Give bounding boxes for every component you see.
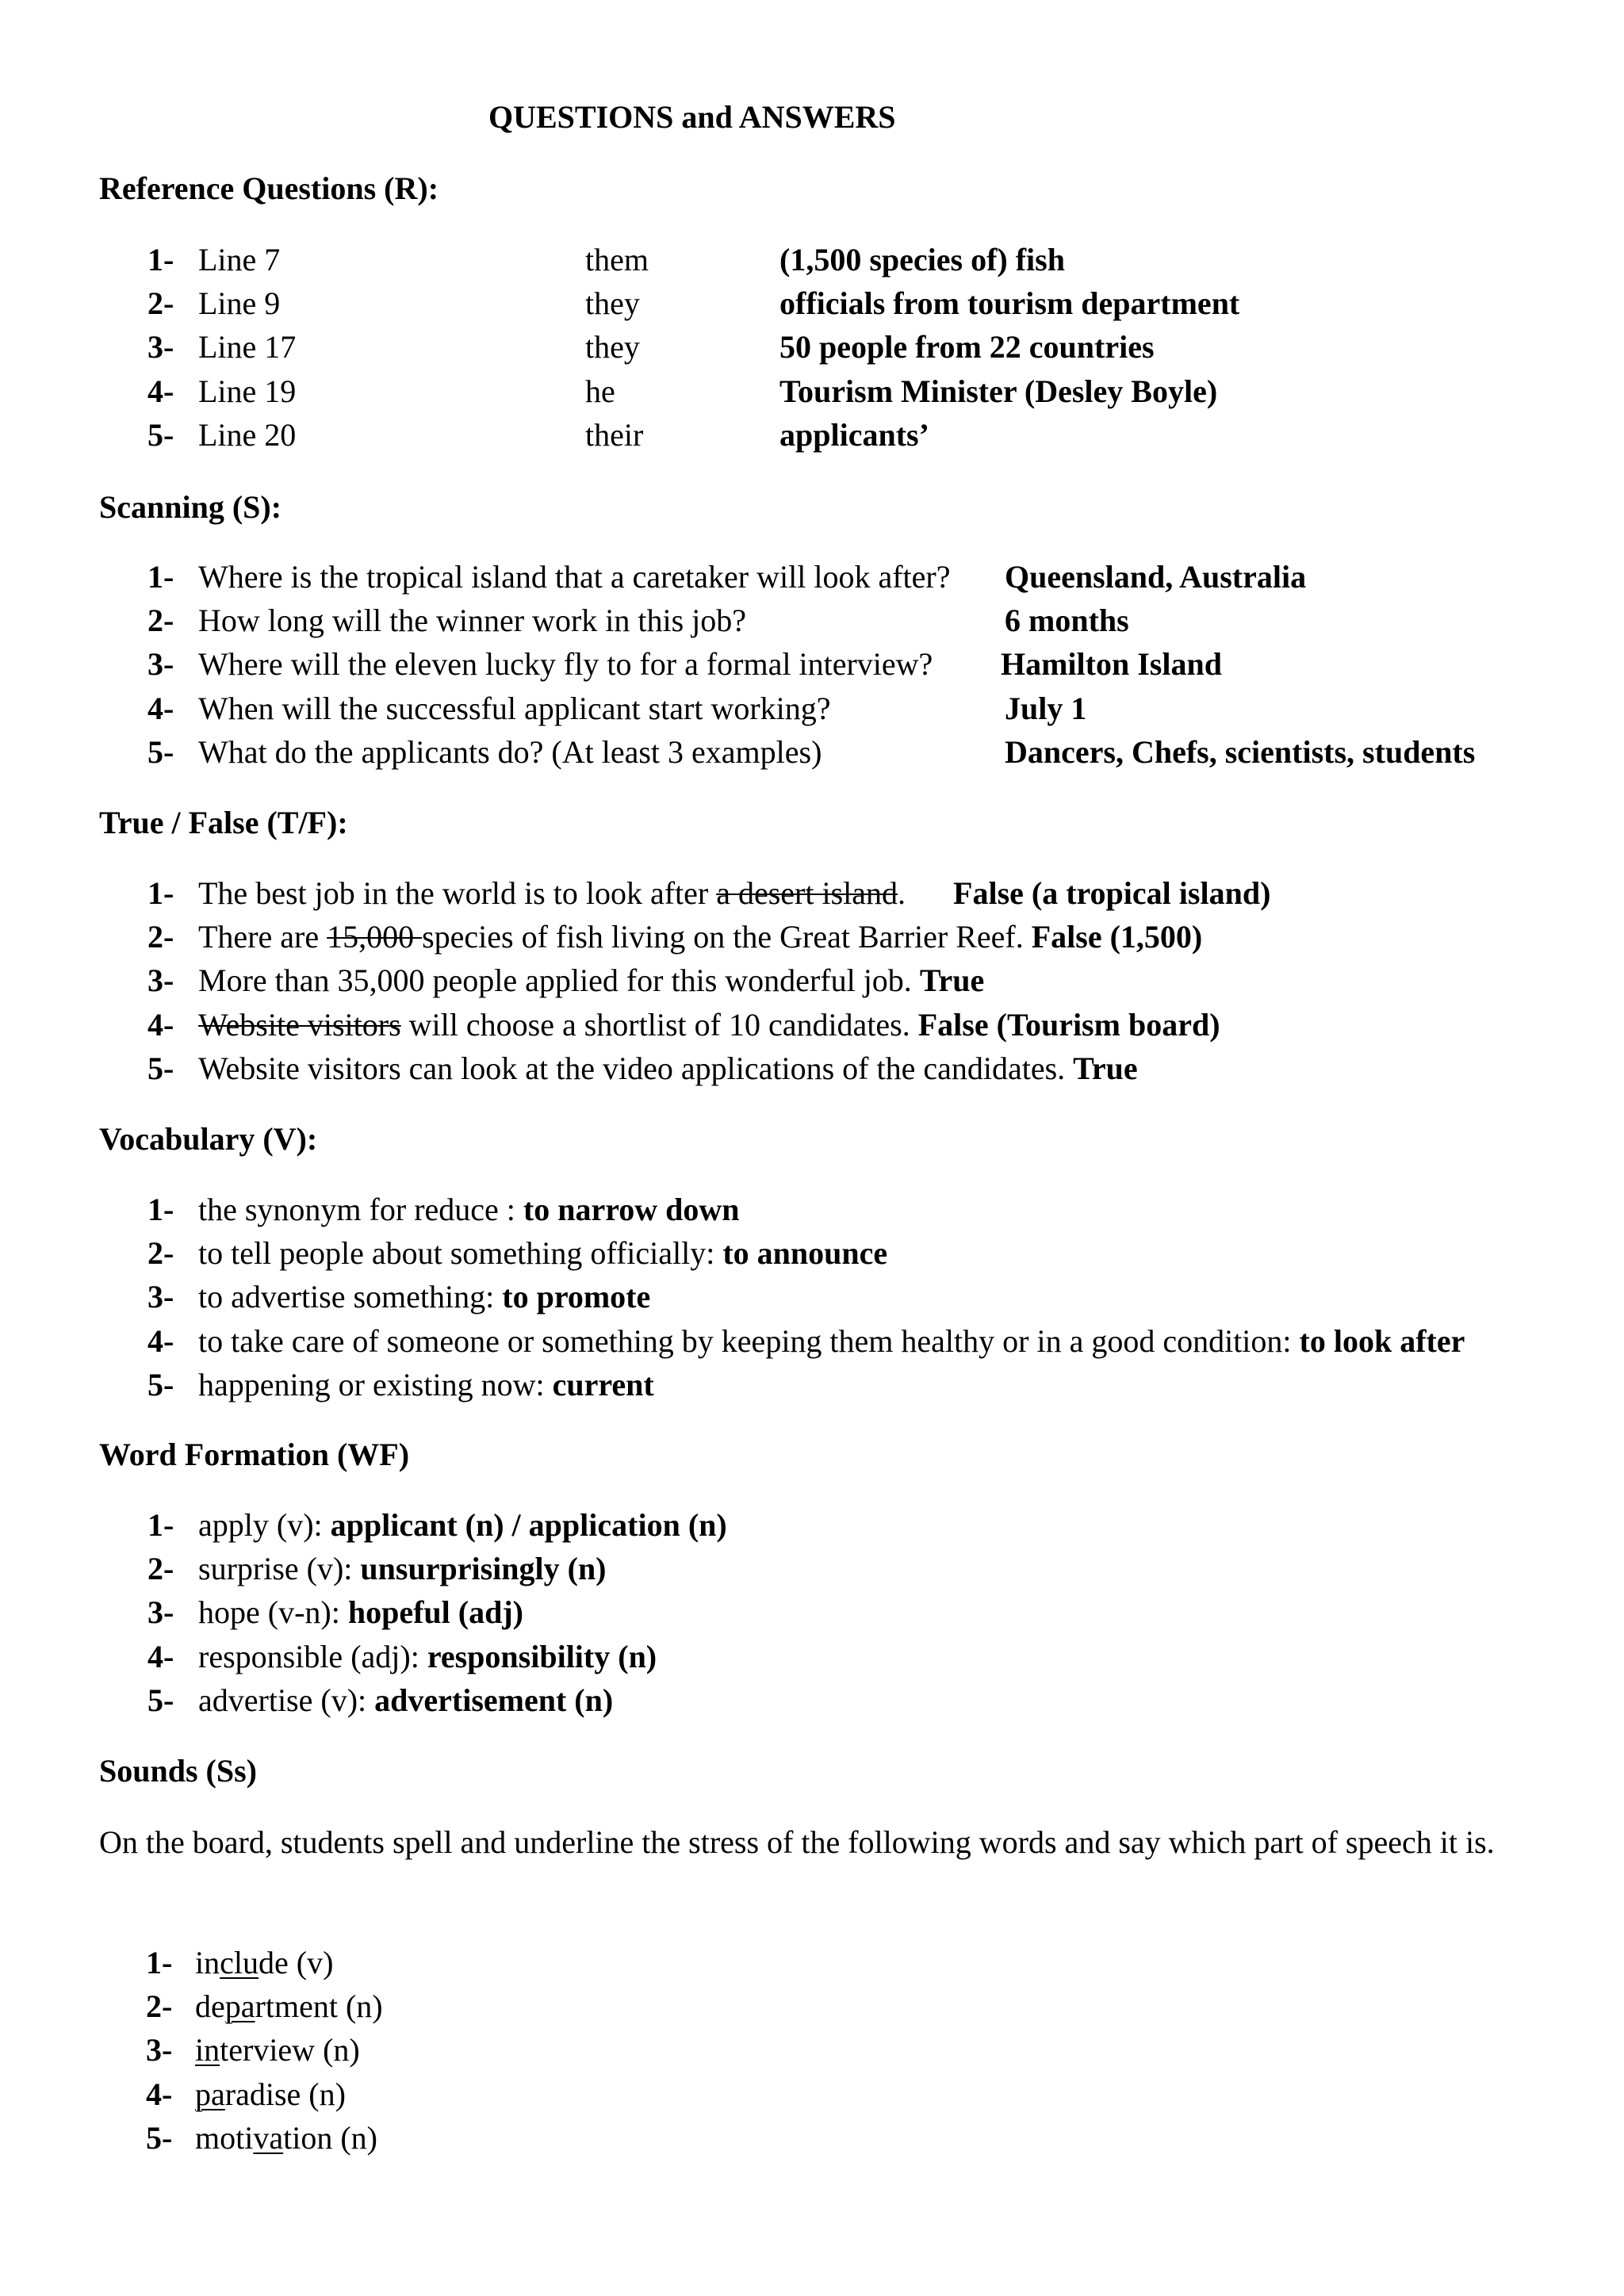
stressed-syllable: pa [224,1988,255,2025]
statement-part: More than 35,000 people applied for this wonderful job. [198,962,920,999]
answer-text: to promote [502,1279,651,1315]
base-word: hope (v-n): [198,1594,348,1631]
page-title: QUESTIONS and ANSWERS [488,99,896,135]
question-text: How long will the winner work in this job? [198,603,747,639]
answer-text: Hamilton Island [1001,646,1222,683]
word-text [195,2076,346,2112]
answer-text: 50 people from 22 countries [779,329,1155,365]
word-part: tion (n) [283,2119,377,2156]
item-number: 3- [147,1594,174,1631]
item-number: 2- [147,1235,174,1272]
base-word: advertise (v): [198,1682,375,1718]
stressed-syllable: clu [220,1945,259,1980]
answer-text: advertisement (n) [374,1682,614,1718]
statement-part: . [898,875,906,911]
item-number: 5- [147,1050,174,1086]
answer-text: to look after [1299,1322,1465,1359]
item-number: 4- [146,2076,173,2112]
answer-text: officials from tourism department [779,285,1240,322]
definition-text [198,1366,654,1402]
word-part: radise (n) [224,2076,346,2112]
answer-text: True [1073,1050,1138,1086]
item-number: 2- [146,1988,173,2025]
item-number: 1- [147,1507,174,1543]
referent-word: they [585,329,640,365]
question-text: What do the applicants do? (At least 3 examples) [198,733,822,770]
statement-text [198,962,985,999]
definition-part: to take care of someone or something by keeping them healthy or in a good condition: [198,1322,1300,1359]
statement-part: Website visitors can look at the video applications of the candidates. [198,1050,1074,1086]
answer-text: hopeful (adj) [347,1594,523,1631]
line-reference: Line 17 [198,329,297,365]
section-heading-scanning: Scanning (S): [99,489,282,525]
struck-text: a desert island [716,875,898,911]
item-number: 1- [147,875,174,911]
item-number: 4- [147,373,174,409]
statement-text [198,875,1271,911]
word-pair [198,1553,607,1585]
line-reference: Line 19 [198,373,297,409]
answer-text: True [919,962,985,999]
stressed-syllable: va [253,2119,284,2156]
answer-text: False (Tourism board) [917,1006,1220,1043]
answer-text: Dancers, Chefs, scientists, students [1005,733,1476,770]
section-heading-sounds: Sounds (Ss) [99,1753,258,1789]
line-reference: Line 9 [198,285,281,322]
stressed-syllable: pa [195,2076,225,2112]
referent-word: they [585,285,640,322]
answer-text: 6 months [1005,603,1129,639]
answer-text: to announce [722,1235,888,1272]
answer-text: responsibility (n) [427,1638,657,1674]
answer-text: False (a tropical island) [953,875,1271,911]
definition-text [198,1281,650,1313]
item-number: 1- [146,1945,173,1980]
word-text [195,2119,377,2156]
word-part: de (v) [259,1945,334,1980]
spacer [906,875,953,911]
word-text [195,1947,333,1979]
definition-part: happening or existing now: [198,1366,553,1402]
item-number: 2- [147,1551,174,1587]
item-number: 2- [147,919,174,955]
item-number: 2- [147,285,174,322]
answer-text: Queensland, Australia [1005,559,1307,595]
item-number: 3- [147,646,174,683]
word-pair [198,1638,657,1674]
statement-part: The best job in the world is to look after [198,875,717,911]
line-reference: Line 20 [198,416,297,453]
line-reference: Line 7 [198,242,281,277]
word-pair [198,1507,727,1543]
item-number: 5- [146,2119,173,2156]
word-text [195,1988,383,2025]
section-heading-reference: Reference Questions (R): [99,170,439,206]
definition-text [198,1322,1465,1359]
item-number: 3- [146,2032,173,2068]
statement-part: will choose a shortlist of 10 candidates. [400,1006,918,1043]
item-number: 2- [147,603,174,639]
item-number: 5- [147,733,174,770]
statement-text [198,1050,1138,1086]
referent-word: he [585,373,615,409]
item-number: 1- [147,242,174,277]
item-number: 5- [147,1682,174,1718]
item-number: 1- [147,1192,174,1227]
item-number: 4- [147,1322,174,1359]
struck-text: Website visitors [198,1006,401,1043]
answer-text: to narrow down [523,1192,740,1227]
item-number: 3- [147,962,174,999]
answer-text: unsurprisingly (n) [360,1551,607,1587]
definition-text [198,1194,740,1226]
item-number: 4- [147,1006,174,1043]
base-word: apply (v): [198,1507,331,1543]
word-text [195,2034,360,2066]
struck-text: 15,000 [327,919,423,955]
word-part: moti [195,2119,254,2156]
base-word: surprise (v): [198,1551,361,1587]
definition-part: to advertise something: [198,1279,503,1315]
answer-text: current [552,1366,654,1402]
word-pair [198,1594,523,1631]
question-text: Where will the eleven lucky fly to for a formal interview? [198,646,933,683]
answer-text: applicant (n) / application (n) [330,1507,727,1543]
section-heading-vocabulary: Vocabulary (V): [99,1121,318,1157]
word-part: de [195,1988,225,2025]
word-pair [198,1682,614,1718]
question-text: Where is the tropical island that a caretaker will look after? [198,559,951,595]
statement-part: There are [198,919,327,955]
item-number: 5- [147,1366,174,1402]
statement-text [198,1006,1220,1043]
section-heading-truefalse: True / False (T/F): [99,805,348,840]
item-number: 4- [147,1638,174,1674]
word-part: rtment (n) [255,1988,383,2025]
answer-text: (1,500 species of) fish [779,242,1065,277]
referent-word: their [585,416,644,453]
statement-part: species of fish living on the Great Barrier Reef. [422,919,1032,955]
answer-text: applicants’ [779,416,929,453]
statement-text [198,921,1202,953]
stressed-syllable: in [195,2032,220,2068]
definition-text [198,1235,888,1272]
item-number: 4- [147,690,174,726]
item-number: 3- [147,329,174,365]
item-number: 1- [147,559,174,595]
section-heading-wordformation: Word Formation (WF) [99,1437,410,1472]
definition-part: the synonym for reduce : [198,1192,523,1227]
item-number: 3- [147,1279,174,1315]
base-word: responsible (adj): [198,1638,427,1674]
item-number: 5- [147,416,174,453]
word-part: terview (n) [220,2032,360,2068]
answer-text: Tourism Minister (Desley Boyle) [779,373,1218,409]
definition-part: to tell people about something officially: [198,1235,723,1272]
sounds-instruction: On the board, students spell and underline the stress of the following words and say which part of speech it is. [99,1824,1495,1860]
word-part: in [195,1945,220,1980]
question-text: When will the successful applicant start working? [198,690,831,726]
answer-text: False (1,500) [1031,919,1203,955]
answer-text: July 1 [1005,690,1087,726]
referent-word: them [585,242,649,277]
